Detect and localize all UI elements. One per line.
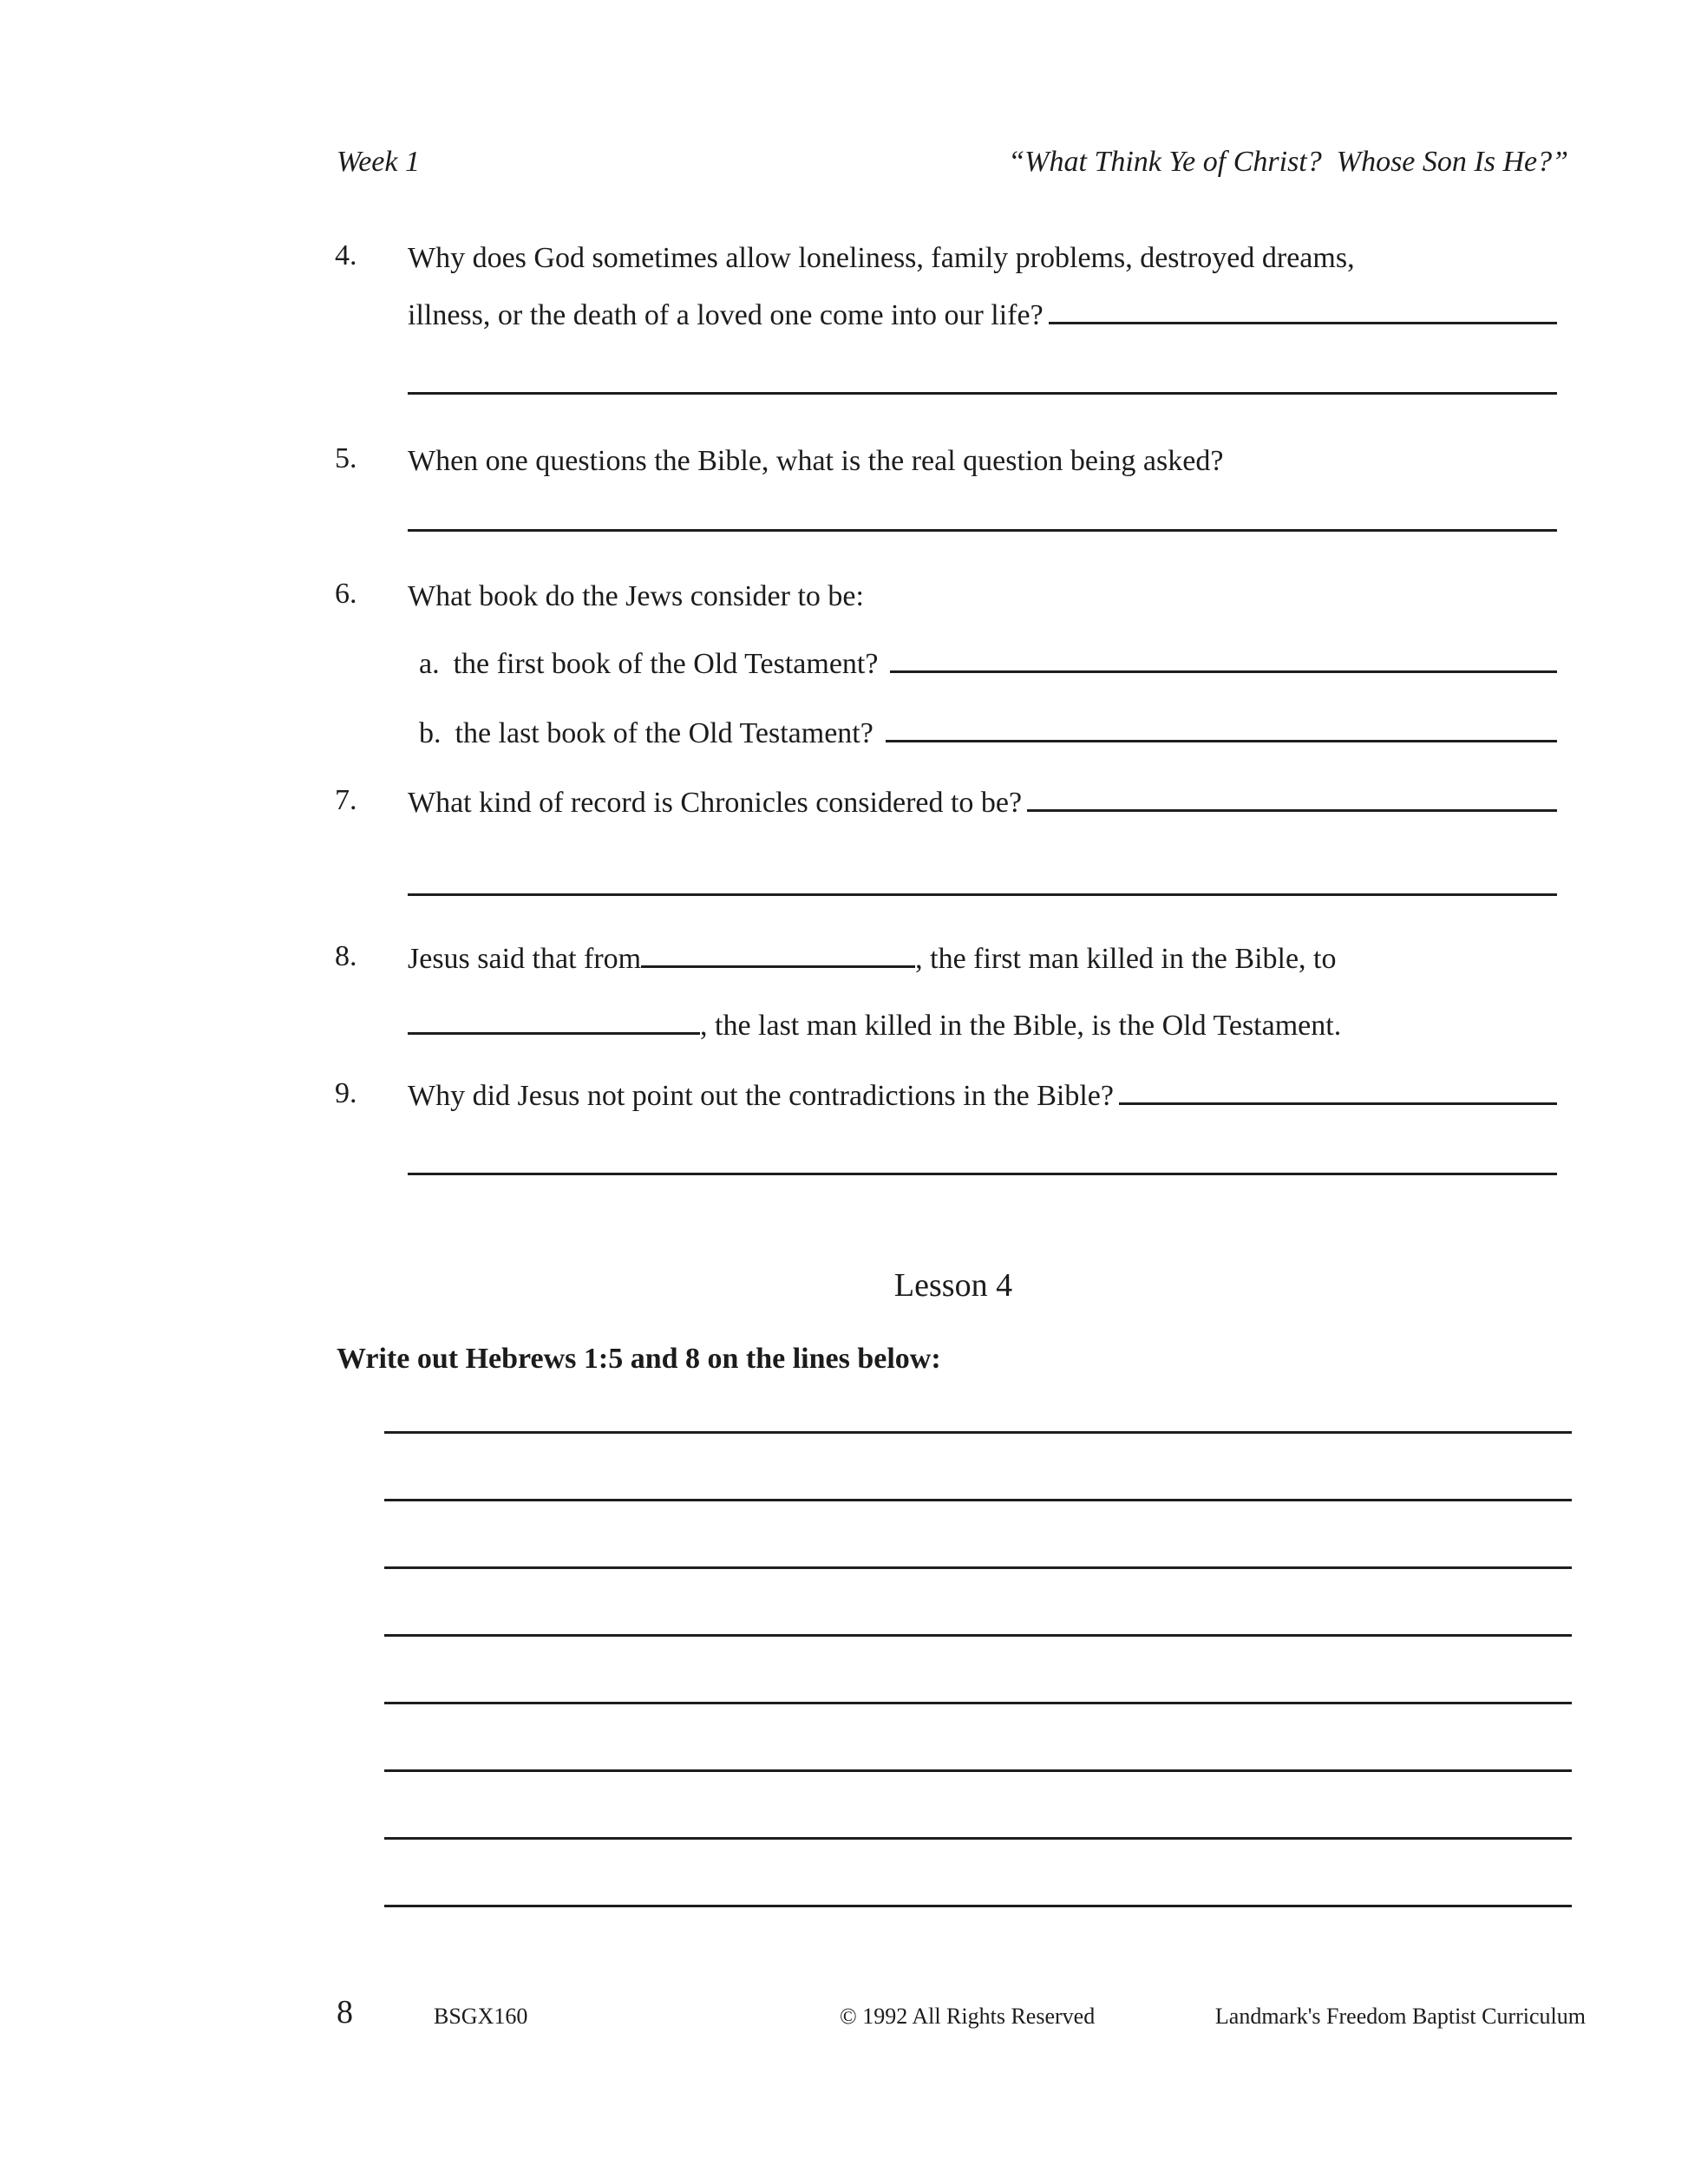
writing-line	[384, 1431, 1572, 1434]
question-5-answer-rule	[408, 529, 1557, 532]
header-title: “What Think Ye of Christ? Whose Son Is He?”	[1008, 146, 1568, 178]
writing-line	[384, 1566, 1572, 1569]
lesson-instruction: Write out Hebrews 1:5 and 8 on the lines below:	[337, 1343, 941, 1375]
question-8-line2	[408, 1009, 1341, 1044]
writing-line	[384, 1837, 1572, 1840]
question-7-line	[408, 786, 1557, 821]
question-6b-label: b.	[419, 717, 442, 749]
question-9-text: Why did Jesus not point out the contradictions in the Bible?	[408, 1080, 1114, 1112]
lesson-heading: Lesson 4	[893, 1267, 1013, 1304]
writing-line	[384, 1905, 1572, 1907]
question-4-answer-blank	[1049, 322, 1557, 324]
question-6b	[419, 716, 1557, 752]
footer-copyright: © 1992 All Rights Reserved	[840, 2004, 1096, 2029]
writing-line	[384, 1702, 1572, 1704]
question-8-number: 8.	[335, 940, 357, 972]
question-4-number: 4.	[335, 239, 357, 271]
header-week-label: Week 1	[337, 146, 420, 178]
question-5-text: When one questions the Bible, what is the real question being asked?	[408, 445, 1224, 477]
question-4-answer-rule	[408, 392, 1557, 395]
writing-line	[384, 1499, 1572, 1501]
question-8-part1: Jesus said that from	[408, 943, 642, 975]
question-7-answer-blank	[1027, 809, 1557, 812]
question-6-text: What book do the Jews consider to be:	[408, 580, 864, 612]
footer-publisher: Landmark's Freedom Baptist Curriculum	[1214, 2004, 1586, 2029]
question-8-line1	[408, 942, 1337, 978]
question-6a-label: a.	[419, 648, 440, 680]
question-9-answer-rule	[408, 1173, 1557, 1175]
question-8-part2: , the first man killed in the Bible, to	[915, 943, 1337, 975]
question-4-line2-text: illness, or the death of a loved one come into our life?	[408, 299, 1044, 331]
question-6a	[419, 647, 1557, 683]
footer-page-number: 8	[337, 1994, 353, 2030]
writing-line	[384, 1634, 1572, 1637]
question-7-answer-rule	[408, 893, 1557, 896]
question-6-number: 6.	[335, 578, 357, 610]
question-4-line1: Why does God sometimes allow loneliness, family problems, destroyed dreams,	[408, 242, 1355, 274]
question-6a-text: the first book of the Old Testament?	[453, 648, 879, 680]
question-6b-answer-blank	[886, 740, 1557, 742]
question-9-line	[408, 1079, 1557, 1115]
writing-line	[384, 1769, 1572, 1772]
question-9-number: 9.	[335, 1077, 357, 1109]
question-7-number: 7.	[335, 784, 357, 816]
question-8-blank-2	[408, 1031, 700, 1035]
question-6a-answer-blank	[890, 670, 1557, 673]
question-8-part3: , the last man killed in the Bible, is the Old Testament.	[700, 1010, 1342, 1042]
question-4-line2	[408, 298, 1557, 334]
question-5-number: 5.	[335, 442, 357, 474]
question-9-answer-blank	[1119, 1102, 1557, 1105]
question-6b-text: the last book of the Old Testament?	[455, 717, 873, 749]
question-8-blank-1	[641, 964, 915, 968]
question-7-text: What kind of record is Chronicles considered to be?	[408, 787, 1023, 819]
footer-code: BSGX160	[434, 2004, 528, 2029]
